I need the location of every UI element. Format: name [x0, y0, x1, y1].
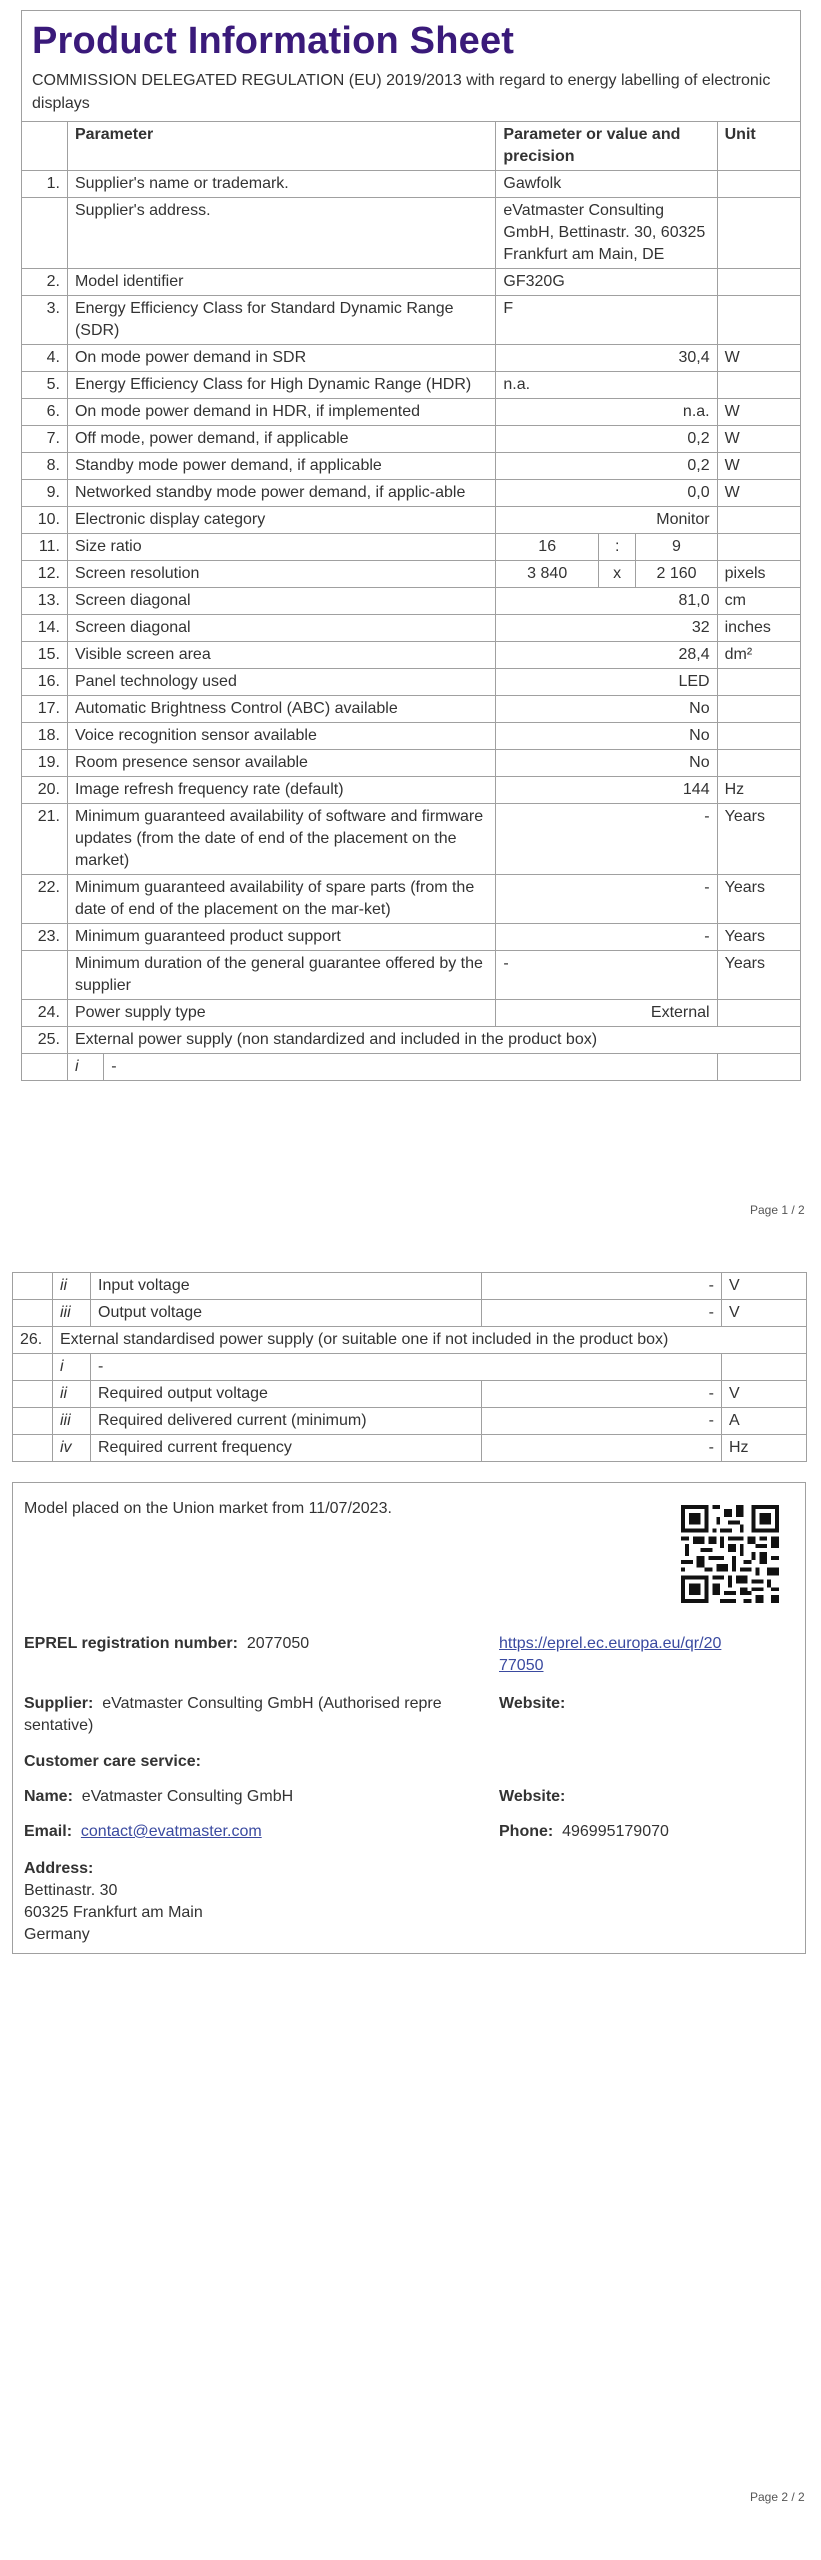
row-parameter: Visible screen area [67, 642, 495, 669]
supplier-value-cont: sentative) [24, 1717, 94, 1734]
row-unit: dm² [717, 642, 800, 669]
page-1 [21, 10, 801, 1081]
regulation-subtitle: COMMISSION DELEGATED REGULATION (EU) 2019/2013 with regard to energy labelling of electronic displays [32, 72, 771, 112]
row-sub-value: - [104, 1054, 717, 1081]
name-label: Name: [24, 1788, 73, 1805]
row-parameter: Minimum duration of the general guarantee offered by the supplier [67, 951, 495, 1000]
table-row [22, 588, 801, 615]
row-unit: W [717, 453, 800, 480]
row-unit [717, 269, 800, 296]
row-roman: ii [53, 1273, 91, 1300]
row-value: n.a. [496, 399, 717, 426]
row-value: Monitor [496, 507, 717, 534]
row-parameter: Required delivered current (minimum) [91, 1408, 482, 1435]
table-row [22, 750, 801, 777]
row-number: 18. [22, 723, 68, 750]
eprel-link-line-1[interactable]: https://eprel.ec.europa.eu/qr/20 [499, 1635, 722, 1652]
row-sub-value: - [91, 1354, 722, 1381]
table-row [22, 1000, 801, 1027]
customer-care-phone [499, 1821, 669, 1843]
supplier-website-label: Website: [499, 1695, 566, 1712]
table-row [22, 198, 801, 269]
email-link[interactable]: contact@evatmaster.com [80, 1823, 262, 1840]
column-header-value: Parameter or value and precision [496, 122, 717, 171]
row-value: 32 [496, 615, 717, 642]
row-parameter: Energy Efficiency Class for High Dynamic Range (HDR) [67, 372, 495, 399]
row-number [13, 1408, 53, 1435]
row-value: - [482, 1408, 722, 1435]
row-value-b: 9 [636, 534, 717, 561]
row-value: 0,2 [496, 426, 717, 453]
sheet-header [21, 10, 801, 121]
supplier-value: eVatmaster Consulting GmbH (Authorised repre [102, 1695, 442, 1712]
row-unit: W [717, 426, 800, 453]
row-parameter: Image refresh frequency rate (default) [67, 777, 495, 804]
row-parameter: Output voltage [91, 1300, 482, 1327]
row-number: 11. [22, 534, 68, 561]
table-row [22, 1054, 801, 1081]
row-unit [717, 750, 800, 777]
row-value: 144 [496, 777, 717, 804]
eprel-link-line-2[interactable]: 77050 [499, 1657, 544, 1674]
row-parameter: Electronic display category [67, 507, 495, 534]
row-parameter: Off mode, power demand, if applicable [67, 426, 495, 453]
row-value: 28,4 [496, 642, 717, 669]
row-number: 3. [22, 296, 68, 345]
market-placement-text: Model placed on the Union market from 11/07/2023. [24, 1500, 392, 1517]
row-parameter: Input voltage [91, 1273, 482, 1300]
page-title: Product Information Sheet [32, 20, 515, 62]
row-number: 26. [13, 1327, 53, 1354]
page-number-1: Page 1 / 2 [750, 1203, 805, 1217]
row-number: 4. [22, 345, 68, 372]
row-unit [717, 1054, 800, 1081]
row-value: GF320G [496, 269, 717, 296]
row-unit [717, 696, 800, 723]
table-row [22, 507, 801, 534]
column-header-unit: Unit [717, 122, 800, 171]
row-unit: Hz [717, 777, 800, 804]
table-row [22, 561, 801, 588]
row-number: 9. [22, 480, 68, 507]
row-value: F [496, 296, 717, 345]
row-value: - [496, 804, 717, 875]
row-number [22, 198, 68, 269]
table-row [22, 1027, 801, 1054]
row-parameter: Panel technology used [67, 669, 495, 696]
row-number: 24. [22, 1000, 68, 1027]
row-parameter: External standardised power supply (or suitable one if not included in the product box) [53, 1327, 807, 1354]
row-unit [717, 669, 800, 696]
page-number-2: Page 2 / 2 [750, 2490, 805, 2504]
row-unit [717, 1000, 800, 1027]
row-number: 16. [22, 669, 68, 696]
row-unit: inches [717, 615, 800, 642]
qr-code-icon[interactable] [681, 1505, 779, 1603]
row-value: Gawfolk [496, 171, 717, 198]
row-parameter: On mode power demand in SDR [67, 345, 495, 372]
address-label: Address: [24, 1860, 94, 1877]
row-unit: Years [717, 951, 800, 1000]
product-info-box [12, 1482, 806, 1954]
row-number: 5. [22, 372, 68, 399]
customer-care-address [24, 1858, 203, 1946]
eprel-label: EPREL registration number: [24, 1635, 238, 1652]
table-row [22, 696, 801, 723]
care-website-label: Website: [499, 1788, 566, 1805]
row-value: 81,0 [496, 588, 717, 615]
table-row [22, 875, 801, 924]
row-value: eVatmaster Consulting GmbH, Bettinastr. 30, 60325 Frankfurt am Main, DE [496, 198, 717, 269]
eprel-registration [24, 1633, 309, 1655]
row-unit: A [722, 1408, 807, 1435]
page-2-table [12, 1272, 806, 1462]
row-value: 0,0 [496, 480, 717, 507]
row-parameter: Model identifier [67, 269, 495, 296]
row-unit: W [717, 399, 800, 426]
address-line-3: Germany [24, 1926, 90, 1943]
row-value-a: 16 [496, 534, 599, 561]
table-row [22, 723, 801, 750]
row-value: - [482, 1435, 722, 1462]
row-number: 15. [22, 642, 68, 669]
row-value: n.a. [496, 372, 717, 399]
row-number [13, 1381, 53, 1408]
table-row [22, 951, 801, 1000]
name-value: eVatmaster Consulting GmbH [81, 1788, 294, 1805]
address-line-1: Bettinastr. 30 [24, 1882, 118, 1899]
power-supply-table [12, 1272, 807, 1462]
table-row [13, 1381, 807, 1408]
email-label: Email: [24, 1823, 73, 1840]
table-row [22, 480, 801, 507]
row-number: 22. [22, 875, 68, 924]
table-row [22, 534, 801, 561]
table-header-row [22, 122, 801, 171]
row-parameter: Required current frequency [91, 1435, 482, 1462]
row-parameter: External power supply (non standardized and included in the product box) [67, 1027, 800, 1054]
row-value: 30,4 [496, 345, 717, 372]
row-number [13, 1273, 53, 1300]
row-parameter: Standby mode power demand, if applicable [67, 453, 495, 480]
eprel-link[interactable] [499, 1633, 721, 1677]
row-parameter: Screen diagonal [67, 615, 495, 642]
row-value: External [496, 1000, 717, 1027]
row-parameter: Size ratio [67, 534, 495, 561]
row-number: 10. [22, 507, 68, 534]
row-unit: V [722, 1300, 807, 1327]
row-unit [717, 534, 800, 561]
table-row [13, 1408, 807, 1435]
row-parameter: Energy Efficiency Class for Standard Dynamic Range (SDR) [67, 296, 495, 345]
row-parameter: Supplier's address. [67, 198, 495, 269]
row-number: 23. [22, 924, 68, 951]
row-unit [717, 507, 800, 534]
table-row [22, 171, 801, 198]
row-parameter: Supplier's name or trademark. [67, 171, 495, 198]
table-row [22, 642, 801, 669]
row-unit: W [717, 480, 800, 507]
row-number [13, 1435, 53, 1462]
row-number: 21. [22, 804, 68, 875]
row-value: - [496, 951, 717, 1000]
row-number [13, 1354, 53, 1381]
row-parameter: Power supply type [67, 1000, 495, 1027]
row-parameter: Minimum guaranteed availability of spare parts (from the date of end of the placement on the mar-ket) [67, 875, 495, 924]
eprel-number: 2077050 [246, 1635, 310, 1652]
table-row [22, 777, 801, 804]
row-number: 13. [22, 588, 68, 615]
row-parameter: Required output voltage [91, 1381, 482, 1408]
row-number: 14. [22, 615, 68, 642]
row-unit: Years [717, 924, 800, 951]
row-unit: Hz [722, 1435, 807, 1462]
row-parameter: Room presence sensor available [67, 750, 495, 777]
row-parameter: Minimum guaranteed availability of software and firmware updates (from the date of end of the placement on the market) [67, 804, 495, 875]
row-value: No [496, 750, 717, 777]
table-row [13, 1327, 807, 1354]
row-value: No [496, 696, 717, 723]
row-value-separator: x [598, 561, 635, 588]
table-row [22, 345, 801, 372]
row-value: - [496, 924, 717, 951]
row-value: - [482, 1273, 722, 1300]
row-unit: W [717, 345, 800, 372]
row-number: 7. [22, 426, 68, 453]
row-parameter: Automatic Brightness Control (ABC) available [67, 696, 495, 723]
row-parameter: Screen resolution [67, 561, 495, 588]
row-value: - [496, 875, 717, 924]
supplier-label: Supplier: [24, 1695, 94, 1712]
table-row [13, 1435, 807, 1462]
row-unit [717, 198, 800, 269]
table-row [22, 399, 801, 426]
row-unit: V [722, 1273, 807, 1300]
row-number: 2. [22, 269, 68, 296]
parameter-table [21, 121, 801, 1081]
phone-value: 496995179070 [562, 1823, 669, 1840]
row-number: 12. [22, 561, 68, 588]
row-parameter: Voice recognition sensor available [67, 723, 495, 750]
row-unit [722, 1354, 807, 1381]
table-row [22, 453, 801, 480]
customer-care-email [24, 1821, 262, 1843]
row-unit: Years [717, 804, 800, 875]
row-unit [717, 723, 800, 750]
customer-care-name [24, 1786, 293, 1808]
table-row [22, 669, 801, 696]
row-unit: Years [717, 875, 800, 924]
row-roman: i [53, 1354, 91, 1381]
row-roman: iv [53, 1435, 91, 1462]
row-number: 6. [22, 399, 68, 426]
row-value-separator: : [598, 534, 635, 561]
table-row [13, 1300, 807, 1327]
row-roman: iii [53, 1300, 91, 1327]
table-row [22, 615, 801, 642]
table-row [22, 804, 801, 875]
supplier-info [24, 1693, 494, 1737]
row-number: 1. [22, 171, 68, 198]
table-row [22, 426, 801, 453]
row-unit [717, 171, 800, 198]
row-value: LED [496, 669, 717, 696]
row-unit [717, 296, 800, 345]
customer-care-heading: Customer care service: [24, 1753, 201, 1770]
row-value: 0,2 [496, 453, 717, 480]
row-number: 17. [22, 696, 68, 723]
row-number: 25. [22, 1027, 68, 1054]
row-value-a: 3 840 [496, 561, 599, 588]
row-value: - [482, 1300, 722, 1327]
table-row [22, 296, 801, 345]
row-roman: ii [53, 1381, 91, 1408]
row-value: - [482, 1381, 722, 1408]
row-number: 20. [22, 777, 68, 804]
phone-label: Phone: [499, 1823, 554, 1840]
table-row [13, 1273, 807, 1300]
row-value: No [496, 723, 717, 750]
row-roman: iii [53, 1408, 91, 1435]
row-unit [717, 372, 800, 399]
row-number: 19. [22, 750, 68, 777]
row-unit: pixels [717, 561, 800, 588]
row-number [22, 951, 68, 1000]
table-row [22, 924, 801, 951]
row-number: 8. [22, 453, 68, 480]
row-number [13, 1300, 53, 1327]
row-parameter: Networked standby mode power demand, if applic-able [67, 480, 495, 507]
table-row [22, 269, 801, 296]
row-parameter: Screen diagonal [67, 588, 495, 615]
row-parameter: On mode power demand in HDR, if implemented [67, 399, 495, 426]
table-row [13, 1354, 807, 1381]
address-line-2: 60325 Frankfurt am Main [24, 1904, 203, 1921]
row-parameter: Minimum guaranteed product support [67, 924, 495, 951]
row-unit: V [722, 1381, 807, 1408]
row-value-b: 2 160 [636, 561, 717, 588]
column-header-parameter: Parameter [67, 122, 495, 171]
table-row [22, 372, 801, 399]
row-number [22, 1054, 68, 1081]
row-roman: i [67, 1054, 103, 1081]
row-unit: cm [717, 588, 800, 615]
